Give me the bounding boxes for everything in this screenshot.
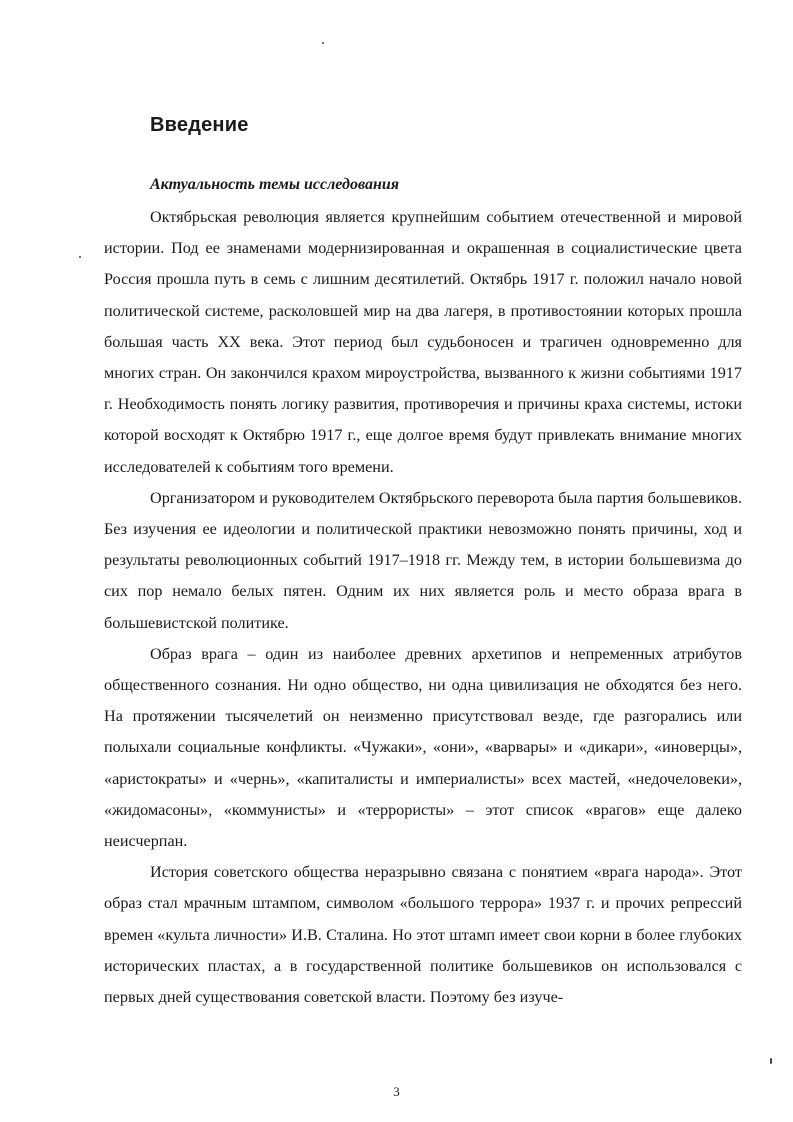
section-subheading: Актуальность темы исследования — [150, 176, 399, 193]
scan-speck — [322, 42, 324, 44]
scan-speck — [79, 256, 81, 258]
paragraph-3: Образ врага – один из наиболее древних архетипов и непременных атрибутов общественного сознания. Ни одно общество, ни одна цивилизация не обходятся без него. На протяжении тысячелетий он неизменно присутствовал везде, где разгорались или полыхали социальные конфликты. «Чужаки», «они», «варвары» и «дикари», «иноверцы», «аристократы» и «чернь», «капиталисты и империалисты» всех мастей, «недочеловеки», «жидомасоны», «коммунисты» и «террористы» – этот список «врагов» еще далеко неисчерпан. — [104, 644, 742, 851]
body-text — [104, 202, 742, 1013]
paragraph-2: Организатором и руководителем Октябрьского переворота была партия большевиков. Без изучения ее идеологии и политической практики невозможно понять причины, ход и результаты революционных событий 1917–1918 гг. Между тем, в истории большевизма до сих пор немало белых пятен. Одним их них является роль и место образа врага в большевистской политике. — [104, 488, 742, 632]
scan-speck — [770, 1058, 772, 1064]
paragraph-4: История советского общества неразрывно связана с понятием «врага народа». Этот образ стал мрачным штампом, символом «большого террора» 1937 г. и прочих репрессий времен «культа личности» И.В. Сталина. Но этот штамп имеет свои корни в более глубоких исторических пластах, а в государственной политике большевиков он использовался с первых дней существования советской власти. Поэтому без изуче- — [104, 863, 742, 1007]
section-heading: Введение — [150, 114, 249, 136]
page-number: 3 — [393, 1084, 400, 1099]
paragraph-1: Октябрьская революция является крупнейшим событием отечественной и мировой истории. Под ее знаменами модернизированная и окрашенная в социалистические цвета Россия прошла путь в семь с лишним десятилетий. Октябрь 1917 г. положил начало новой политической системе, расколовшей мир на два лагеря, в противостоянии которых прошла большая часть XX века. Этот период был судьбоносен и трагичен одновременно для многих стран. Он закончился крахом мироустройства, вызванного к жизни событиями 1917 г. Необходимость понять логику развития, противоречия и причины краха системы, истоки которой восходят к Октябрю 1917 г., еще долгое время будут привлекать внимание многих исследователей к событиям того времени. — [104, 208, 742, 476]
